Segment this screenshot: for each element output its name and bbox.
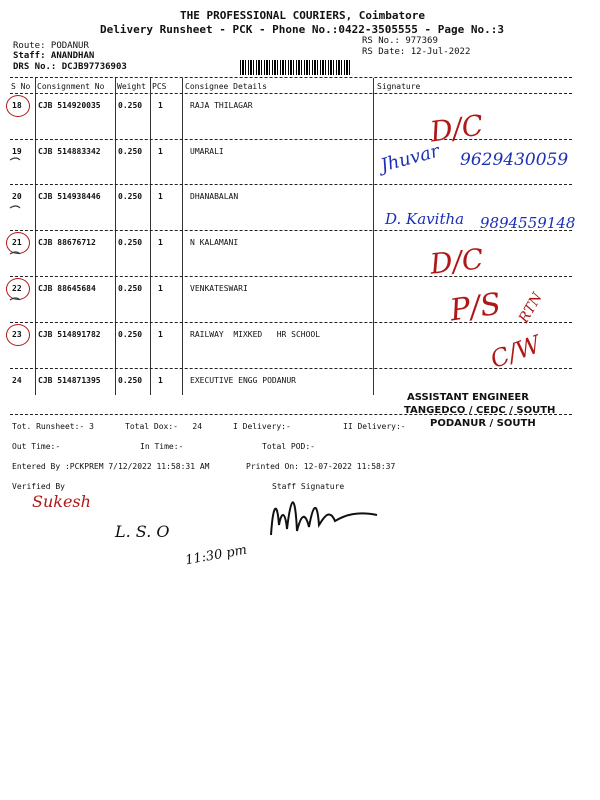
- handwritten-row20-phone: 9894559148: [480, 214, 576, 232]
- col-header-consignment: Consignment No: [37, 82, 105, 91]
- row-sno: 19: [12, 147, 22, 156]
- row-weight: 0.250: [118, 147, 143, 156]
- row-weight: 0.250: [118, 330, 143, 339]
- col-header-sno: S No: [11, 82, 31, 91]
- staff-label: Staff: ANANDHAN: [13, 51, 95, 61]
- col-header-signature: Signature: [377, 82, 421, 91]
- handwritten-row22-mark: P/S: [447, 286, 504, 329]
- circle-mark: [6, 95, 30, 117]
- handwritten-time-note: 11:30 pm: [184, 542, 249, 569]
- col-header-consignee: Consignee Details: [185, 82, 267, 91]
- printed-on: Printed On: 12-07-2022 11:58:37: [246, 462, 396, 471]
- route-label: Route: PODANUR: [13, 41, 89, 51]
- column-line: [35, 78, 36, 395]
- total-dox: Total Dox:- 24: [125, 422, 203, 431]
- rs-number: RS No.: 977369: [362, 36, 438, 46]
- column-line: [115, 78, 116, 395]
- row-consignee: EXECUTIVE ENGG PODANUR: [190, 376, 296, 385]
- i-delivery: I Delivery:-: [233, 422, 291, 431]
- row-sno: 20: [12, 192, 22, 201]
- handwritten-initials: L. S. O: [115, 522, 170, 541]
- row-weight: 0.250: [118, 376, 143, 385]
- divider: [10, 77, 572, 78]
- row-consignee: N KALAMANI: [190, 238, 239, 247]
- col-header-pcs: PCS: [152, 82, 167, 91]
- row-divider: [10, 368, 572, 369]
- handwritten-verifier-signature: Sukesh: [32, 492, 91, 511]
- column-line: [150, 78, 151, 395]
- row-consignee: VENKATESWARI: [190, 284, 248, 293]
- handwritten-row21-mark: D/C: [428, 242, 485, 281]
- in-time: In Time:-: [140, 442, 184, 451]
- handwritten-row19-signature: Jhuvar: [378, 140, 442, 177]
- row-pcs: 1: [158, 101, 163, 110]
- row-pcs: 1: [158, 147, 163, 156]
- row-consignee: RAILWAY MIXKED HR SCHOOL: [190, 330, 321, 339]
- row-consignment: CJB 514883342: [38, 147, 101, 156]
- row-consignment: CJB 514871395: [38, 376, 101, 385]
- row-consignee: RAJA THILAGAR: [190, 101, 253, 110]
- barcode: [240, 60, 350, 75]
- row-weight: 0.250: [118, 284, 143, 293]
- staff-signature-drawing: [265, 485, 385, 545]
- stamp-line-3: PODANUR / SOUTH: [430, 418, 536, 429]
- handwritten-row20-name: D. Kavitha: [385, 210, 465, 228]
- row-divider: [10, 139, 572, 140]
- row-sno: 23: [12, 330, 22, 339]
- row-consignment: CJB 514938446: [38, 192, 101, 201]
- row-sno: 22: [12, 284, 22, 293]
- entered-by: Entered By :PCKPREM 7/12/2022 11:58:31 AM: [12, 462, 210, 471]
- row-weight: 0.250: [118, 101, 143, 110]
- page-title: THE PROFESSIONAL COURIERS, Coimbatore: [180, 9, 426, 22]
- row-consignment: CJB 514891782: [38, 330, 101, 339]
- row-consignment: CJB 88645684: [38, 284, 96, 293]
- handwritten-row19-phone: 9629430059: [460, 150, 569, 170]
- tick-marks: [6, 150, 26, 340]
- row-weight: 0.250: [118, 238, 143, 247]
- staff-signature-label: Staff Signature: [272, 482, 345, 491]
- rs-date: RS Date: 12-Jul-2022: [362, 47, 471, 57]
- row-divider: [10, 276, 572, 277]
- total-runsheet: Tot. Runsheet:- 3: [12, 422, 94, 431]
- row-pcs: 1: [158, 192, 163, 201]
- row-sno: 21: [12, 238, 22, 247]
- column-line: [373, 78, 374, 395]
- ii-delivery: II Delivery:-: [343, 422, 406, 431]
- handwritten-row23-mark: C/W: [486, 330, 545, 374]
- row-sno: 18: [12, 101, 22, 110]
- row-consignee: UMARALI: [190, 147, 224, 156]
- row-divider: [10, 184, 572, 185]
- handwritten-row18-mark: D/C: [427, 108, 486, 149]
- row-consignment: CJB 514920035: [38, 101, 101, 110]
- stamp-line-2: TANGEDCO / CEDC / SOUTH: [404, 405, 556, 416]
- row-sno: 24: [12, 376, 22, 385]
- row-consignment: CJB 88676712: [38, 238, 96, 247]
- row-pcs: 1: [158, 376, 163, 385]
- row-consignee: DHANABALAN: [190, 192, 239, 201]
- row-pcs: 1: [158, 284, 163, 293]
- divider: [10, 93, 572, 94]
- column-line: [182, 78, 183, 395]
- row-weight: 0.250: [118, 192, 143, 201]
- verified-by-label: Verified By: [12, 482, 65, 491]
- handwritten-row23-note: RTN: [516, 290, 546, 326]
- drs-number: DRS No.: DCJB97736903: [13, 62, 127, 72]
- row-pcs: 1: [158, 330, 163, 339]
- stamp-line-1: ASSISTANT ENGINEER: [407, 392, 529, 403]
- out-time: Out Time:-: [12, 442, 61, 451]
- total-pod: Total POD:-: [262, 442, 315, 451]
- row-pcs: 1: [158, 238, 163, 247]
- col-header-weight: Weight: [117, 82, 146, 91]
- page-subtitle: Delivery Runsheet - PCK - Phone No.:0422-3505555 - Page No.:3: [100, 23, 504, 36]
